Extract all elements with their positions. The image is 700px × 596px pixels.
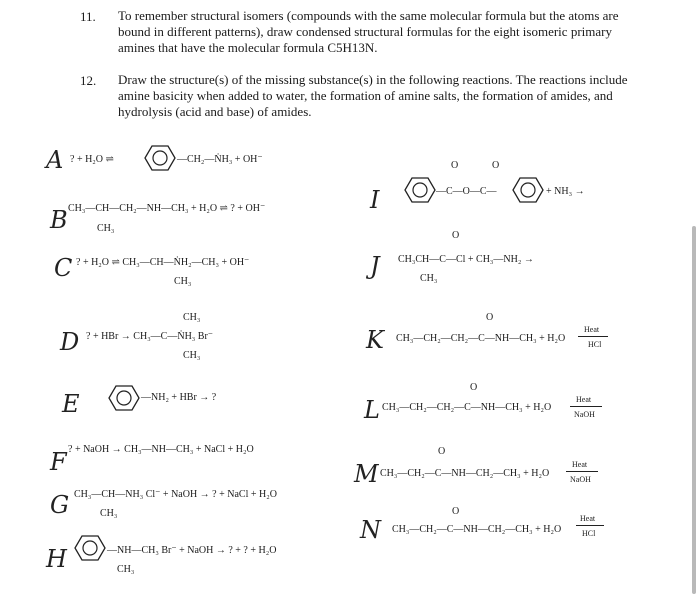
question-11-text: To remember structural isomers (compounds with the same molecular formula but the atoms are bound in different patterns), draw condensed structural formulas for the eight isomeric primary amines that have the molecular formula C5H13N.	[118, 8, 619, 55]
reaction-b-main: CH₃—CH—CH₂—NH—CH₃ + H₂O ⇌ ? + OH⁻	[68, 203, 266, 214]
reaction-c-main: ? + H₂O ⇌ CH₃—CH—ṄH₂—CH₃ + OH⁻	[76, 257, 250, 268]
reaction-i-middle: —C—O—C—	[436, 186, 497, 197]
reaction-n-main: CH₃—CH₂—C—NH—CH₂—CH₃ + H₂O	[392, 524, 562, 535]
vertical-scrollbar[interactable]	[692, 226, 696, 594]
reaction-d-main: ? + HBr → CH₃—C—ṄH₃ Br⁻	[86, 331, 214, 342]
reaction-l-arrow	[570, 406, 602, 407]
reaction-a-letter: A	[46, 146, 64, 174]
reaction-k-main: CH₃—CH₂—CH₂—C—NH—CH₃ + H₂O	[396, 333, 566, 344]
question-11-number: 11.	[80, 9, 96, 24]
reaction-i-right: + NH₃ →	[546, 186, 585, 197]
reaction-e-letter: E	[62, 390, 80, 418]
reaction-d-letter: D	[60, 328, 80, 356]
reaction-n-condition-bottom: HCl	[582, 529, 596, 538]
reaction-l-top: O	[470, 382, 478, 393]
reaction-b-letter: B	[50, 206, 68, 234]
reaction-f-main: ? + NaOH → CH₃—NH—CH₃ + NaCl + H₂O	[68, 444, 254, 455]
reaction-n-arrow	[576, 525, 604, 526]
reaction-j-sub: CH₃	[420, 273, 438, 284]
reaction-d-top: CH₃	[183, 312, 201, 323]
reaction-k-arrow	[578, 336, 608, 337]
benzene-ring-icon	[404, 176, 436, 204]
benzene-ring-icon	[144, 144, 176, 172]
reaction-h-letter: H	[46, 545, 67, 573]
reaction-h-sub: CH₃	[117, 564, 135, 575]
reaction-n-letter: N	[360, 516, 381, 544]
reaction-l-main: CH₃—CH₂—CH₂—C—NH—CH₃ + H₂O	[382, 402, 552, 413]
reaction-i-carbonyl-o2: O	[492, 160, 500, 171]
benzene-ring-icon	[74, 534, 106, 562]
reaction-m-arrow	[566, 471, 598, 472]
reaction-k-condition-top: Heat	[584, 325, 600, 334]
reaction-m-top: O	[438, 446, 446, 457]
reaction-m-condition-bottom: NaOH	[570, 475, 591, 484]
reaction-m-letter: M	[354, 460, 379, 488]
reaction-l-letter: L	[364, 396, 380, 424]
question-12-number: 12.	[80, 73, 97, 88]
reaction-i-letter: I	[370, 186, 380, 214]
reaction-j-main: CH₃CH—C—Cl + CH₃—NH₂ →	[398, 254, 534, 265]
reaction-b-sub: CH₃	[97, 223, 115, 234]
reaction-j-top: O	[452, 230, 460, 241]
reaction-g-sub: CH₃	[100, 508, 118, 519]
reaction-m-main: CH₃—CH₂—C—NH—CH₂—CH₃ + H₂O	[380, 468, 550, 479]
reaction-a-right: —CH₂—ṄH₃ + OH⁻	[177, 154, 263, 165]
reaction-c-sub: CH₃	[174, 276, 192, 287]
reaction-e-right: —NH₂ + HBr → ?	[141, 392, 217, 403]
reaction-a-left: ? + H₂O ⇌	[70, 154, 114, 165]
reaction-n-top: O	[452, 506, 460, 517]
reaction-n-condition-top: Heat	[580, 514, 596, 523]
reaction-g-main: CH₃—CH—NH₃ Cl⁻ + NaOH → ? + NaCl + H₂O	[74, 489, 277, 500]
benzene-ring-icon	[512, 176, 544, 204]
benzene-ring-icon	[108, 384, 140, 412]
reaction-k-top: O	[486, 312, 494, 323]
reaction-k-letter: K	[366, 326, 384, 354]
reaction-j-letter: J	[370, 252, 380, 280]
reaction-d-sub: CH₃	[183, 350, 201, 361]
reaction-k-condition-bottom: HCl	[588, 340, 602, 349]
reaction-l-condition-bottom: NaOH	[574, 410, 595, 419]
reaction-h-main: —NH—CH₃ Br⁻ + NaOH → ? + ? + H₂O	[107, 545, 277, 556]
question-12-text: Draw the structure(s) of the missing substance(s) in the following reactions. The reactions include amine basicity when added to water, the formation of amine salts, the formation of amides, and hydrolysis (acid and base) of amides.	[118, 72, 628, 119]
reaction-l-condition-top: Heat	[576, 395, 592, 404]
reaction-f-letter: F	[50, 448, 67, 476]
reaction-i-carbonyl-o1: O	[451, 160, 459, 171]
reaction-g-letter: G	[50, 491, 70, 519]
reaction-c-letter: C	[54, 254, 73, 282]
reaction-m-condition-top: Heat	[572, 460, 588, 469]
